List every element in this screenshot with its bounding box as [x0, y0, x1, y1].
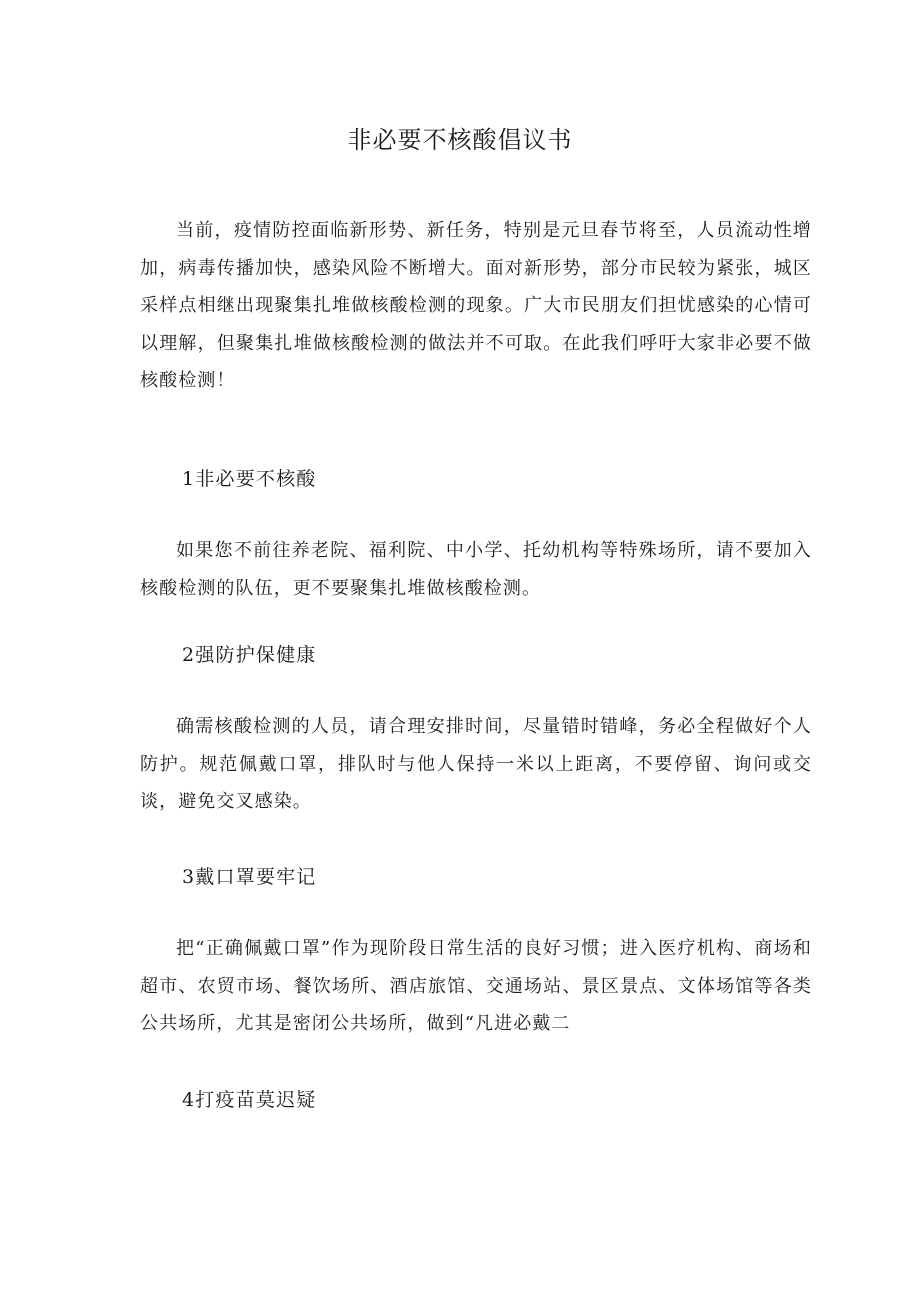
- document-title: 非必要不核酸倡议书: [347, 126, 573, 154]
- section-heading-3: 3戴口罩要牢记: [182, 866, 317, 888]
- section-body-3: 把“正确佩戴口罩”作为现阶段日常生活的良好习惯；进入医疗机构、商场和超市、农贸市场、餐饮场所、酒店旅馆、交通场站、景区景点、文体场馆等各类公共场所，尤其是密闭公共场所，做到“凡进必戴二: [140, 938, 812, 1034]
- intro-paragraph: 当前，疫情防控面临新形势、新任务，特别是元旦春节将至，人员流动性增加，病毒传播加快，感染风险不断增大。面对新形势，部分市民较为紧张，城区采样点相继出现聚集扎堆做核酸检测的现象。广大市民朋友们担忧感染的心情可以理解，但聚集扎堆做核酸检测的做法并不可取。在此我们呼吁大家非必要不做核酸检测！: [140, 220, 812, 391]
- section-body-1: 如果您不前往养老院、福利院、中小学、托幼机构等特殊场所，请不要加入核酸检测的队伍，更不要聚集扎堆做核酸检测。: [140, 540, 812, 599]
- section-body-2: 确需核酸检测的人员，请合理安排时间，尽量错时错峰，务必全程做好个人防护。规范佩戴口罩，排队时与他人保持一米以上距离，不要停留、询问或交谈，避免交叉感染。: [140, 716, 812, 812]
- section-heading-1: 1非必要不核酸: [182, 468, 317, 490]
- section-heading-2: 2强防护保健康: [182, 644, 317, 666]
- section-heading-4: 4打疫苗莫迟疑: [182, 1089, 317, 1111]
